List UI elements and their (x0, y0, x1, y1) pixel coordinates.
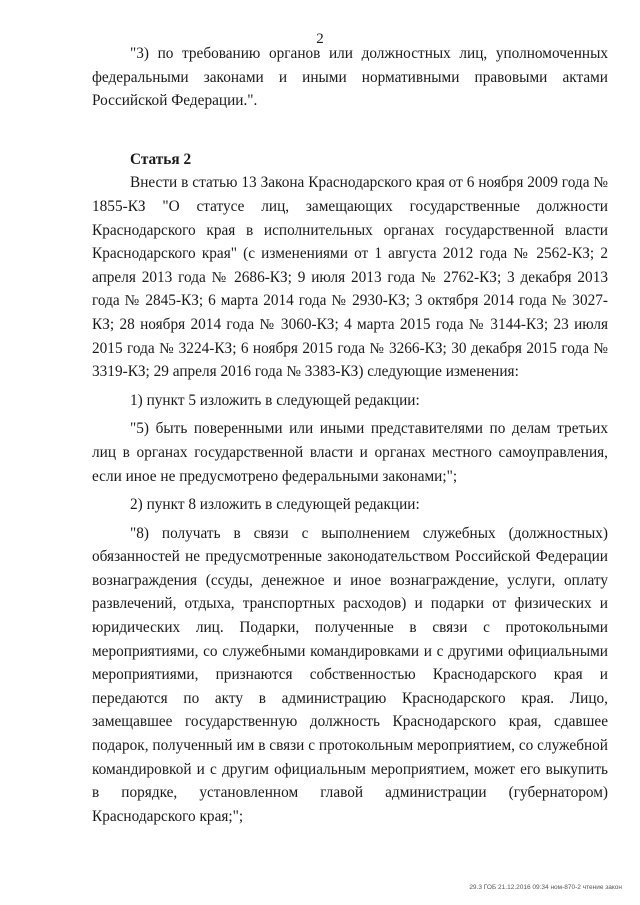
document-body (92, 42, 608, 828)
article-heading: Статья 2 (130, 150, 192, 168)
paragraph-clause-5: "5) быть поверенными или иными представителями по делам третьих лиц в органах государственной власти и органах местного самоуправления, если иное не предусмотрено федеральными законами;"; (92, 420, 608, 485)
paragraph-clause-3: "3) по требованию органов или должностных лиц, уполномоченных федеральными законами и иными нормативными правовыми актами Российской Федерации.". (92, 45, 608, 110)
paragraph-amendment-intro: Внести в статью 13 Закона Краснодарского края от 6 ноября 2009 года № 1855-КЗ "О статусе лиц, замещающих государственные должности Краснодарского края в исполнительных органах государственной власти Краснодарского края" (с изменениями от 1 августа 2012 года № 2562-КЗ; 2 апреля 2013 года № 2686-КЗ; 9 июля 2013 года № 2762-КЗ; 3 декабря 2013 года № 2845-КЗ; 6 марта 2014 года № 2930-КЗ; 3 октября 2014 года № 3027-КЗ; 28 ноября 2014 года № 3060-КЗ; 4 марта 2015 года № 3144-КЗ; 23 июля 2015 года № 3224-КЗ; 6 ноября 2015 года № 3266-КЗ; 30 декабря 2015 года № 3319-КЗ; 29 апреля 2016 года № 3383-КЗ) следующие изменения: (92, 174, 608, 381)
paragraph-item-2: 2) пункт 8 изложить в следующей редакции: (130, 496, 420, 514)
footer-stamp: 29.3 ГОБ 21.12.2016 09:34 ном-870-2 чтение закон (469, 884, 622, 891)
paragraph-item-1: 1) пункт 5 изложить в следующей редакции: (130, 391, 420, 409)
page-number: 2 (316, 31, 324, 47)
paragraph-clause-8: "8) получать в связи с выполнением служебных (должностных) обязанностей не предусмотренные законодательством Российской Федерации вознаграждения (ссуды, денежное и иное вознаграждение, услуги, оплату развлечений, отдыха, транспортных расходов) и подарки от физических и юридических лиц. Подарки, полученные в связи с протокольными мероприятиями, со служебными командировками и с другими официальными мероприятиями, признаются собственностью Краснодарского края и передаются по акту в администрацию Краснодарского края. Лицо, замещавшее государственную должность Краснодарского края, сдавшее подарок, полученный им в связи с протокольным мероприятием, со служебной командировкой и с другим официальным мероприятием, может его выкупить в порядке, установленном главой администрации (губернатором) Краснодарского края;"; (92, 524, 608, 825)
